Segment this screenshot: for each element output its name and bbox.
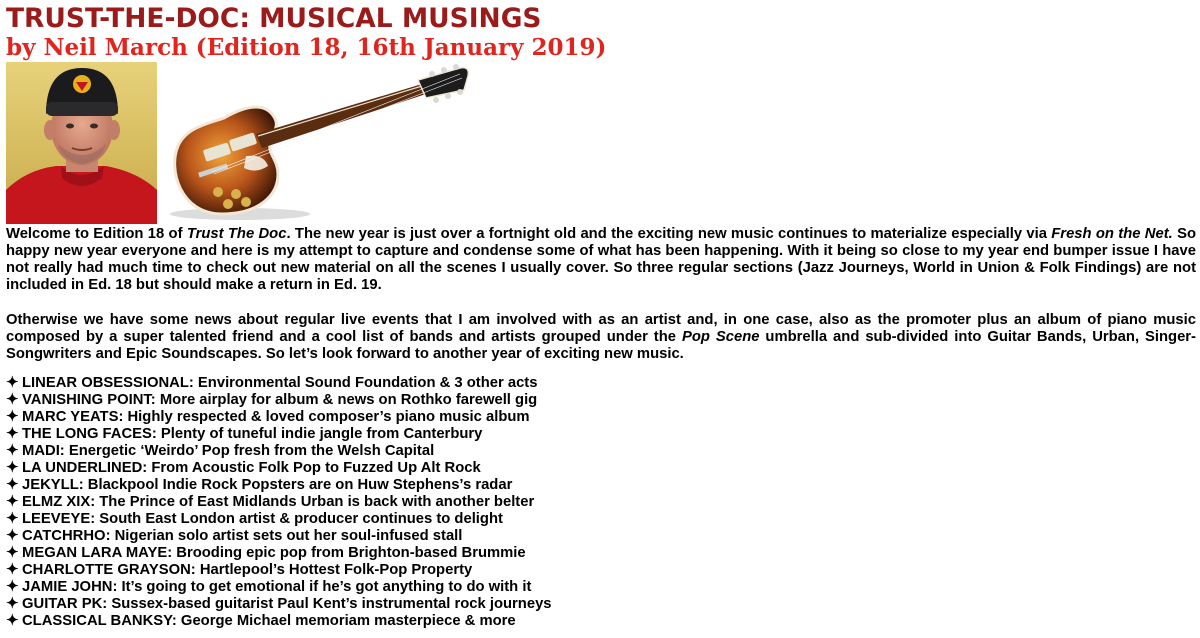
list-item-text: MARC YEATS: Highly respected & loved composer’s piano music album: [22, 409, 530, 425]
fresh-on-the-net: Fresh on the Net.: [1051, 226, 1173, 242]
star-bullet-icon: ✦: [6, 579, 19, 595]
intro-text: . The new year is just over a fortnight old and the exciting new music continues to materialize especially via: [286, 226, 1052, 242]
intro-text: Welcome to Edition 18 of: [6, 226, 187, 242]
list-item-text: CHARLOTTE GRAYSON: Hartlepool’s Hottest Folk-Pop Property: [22, 562, 473, 578]
list-item: [6, 375, 552, 392]
list-item-text: JEKYLL: Blackpool Indie Rock Popsters are on Huw Stephens’s radar: [22, 477, 513, 493]
list-item-text: VANISHING POINT: More airplay for album & news on Rothko farewell gig: [22, 392, 538, 408]
guitar-illustration: [160, 64, 472, 224]
list-item: [6, 494, 552, 511]
pop-scene: Pop Scene: [681, 329, 760, 345]
list-item: [6, 528, 552, 545]
byline: by Neil March (Edition 18, 16th January 2019): [6, 34, 607, 61]
list-item-text: CLASSICAL BANKSY: George Michael memoriam masterpiece & more: [22, 613, 516, 629]
list-item: [6, 613, 552, 630]
star-bullet-icon: ✦: [6, 426, 19, 442]
list-item-text: LA UNDERLINED: From Acoustic Folk Pop to Fuzzed Up Alt Rock: [22, 460, 481, 476]
contents-list: [6, 375, 552, 630]
star-bullet-icon: ✦: [6, 528, 19, 544]
star-bullet-icon: ✦: [6, 443, 19, 459]
list-item: [6, 579, 552, 596]
list-item-text: MADI: Energetic ‘Weirdo’ Pop fresh from the Welsh Capital: [22, 443, 435, 459]
intro-text: Otherwise we have some news about regular live events that I am involved with as an artist and, in one case, also as the promoter plus an album of piano music composed by a super talented friend and a cool list of bands and artists grouped under the: [6, 312, 1196, 345]
list-item: [6, 426, 552, 443]
list-item-text: LINEAR OBSESSIONAL: Environmental Sound Foundation & 3 other acts: [22, 375, 538, 391]
list-item-text: ELMZ XIX: The Prince of East Midlands Urban is back with another belter: [22, 494, 535, 510]
publication-name: Trust The Doc: [186, 226, 287, 242]
intro-paragraph-1: [6, 226, 1196, 294]
list-item-text: GUITAR PK: Sussex-based guitarist Paul Kent’s instrumental rock journeys: [22, 596, 552, 612]
list-item: [6, 477, 552, 494]
star-bullet-icon: ✦: [6, 477, 19, 493]
author-photo-icon: [6, 62, 157, 224]
intro-text: umbrella and sub-divided into Guitar Bands, Urban, Singer-Songwriters and Epic Soundscapes. So let’s look forward to another year of exciting new music.: [6, 329, 1196, 362]
star-bullet-icon: ✦: [6, 460, 19, 476]
list-item: [6, 443, 552, 460]
star-bullet-icon: ✦: [6, 562, 19, 578]
list-item: [6, 460, 552, 477]
list-item-text: THE LONG FACES: Plenty of tuneful indie jangle from Canterbury: [22, 426, 483, 442]
star-bullet-icon: ✦: [6, 545, 19, 561]
star-bullet-icon: ✦: [6, 613, 19, 629]
list-item: [6, 392, 552, 409]
page-title: TRUST-THE-DOC: MUSICAL MUSINGS: [6, 3, 542, 34]
star-bullet-icon: ✦: [6, 511, 19, 527]
list-item: [6, 596, 552, 613]
author-photo: [6, 62, 157, 224]
list-item-text: CATCHRHO: Nigerian solo artist sets out her soul-infused stall: [22, 528, 463, 544]
star-bullet-icon: ✦: [6, 409, 19, 425]
star-bullet-icon: ✦: [6, 392, 19, 408]
list-item-text: JAMIE JOHN: It’s going to get emotional if he’s got anything to do with it: [22, 579, 532, 595]
list-item: [6, 409, 552, 426]
intro-paragraph-2: [6, 312, 1196, 363]
electric-guitar-icon: [160, 64, 472, 224]
list-item: [6, 562, 552, 579]
star-bullet-icon: ✦: [6, 494, 19, 510]
intro-text: So happy new year everyone and here is my attempt to capture and condense some of what has been happening. With it being so close to my year end bumper issue I have not really had much time to check out new material on all the scenes I usually cover. So three regular sections (Jazz Journeys, World in Union & Folk Findings) are not included in Ed. 18 but should make a return in Ed. 19.: [6, 226, 1196, 293]
list-item-text: LEEVEYE: South East London artist & producer continues to delight: [22, 511, 503, 527]
star-bullet-icon: ✦: [6, 596, 19, 612]
list-item: [6, 545, 552, 562]
list-item: [6, 511, 552, 528]
list-item-text: MEGAN LARA MAYE: Brooding epic pop from Brighton-based Brummie: [22, 545, 526, 561]
star-bullet-icon: ✦: [6, 375, 19, 391]
